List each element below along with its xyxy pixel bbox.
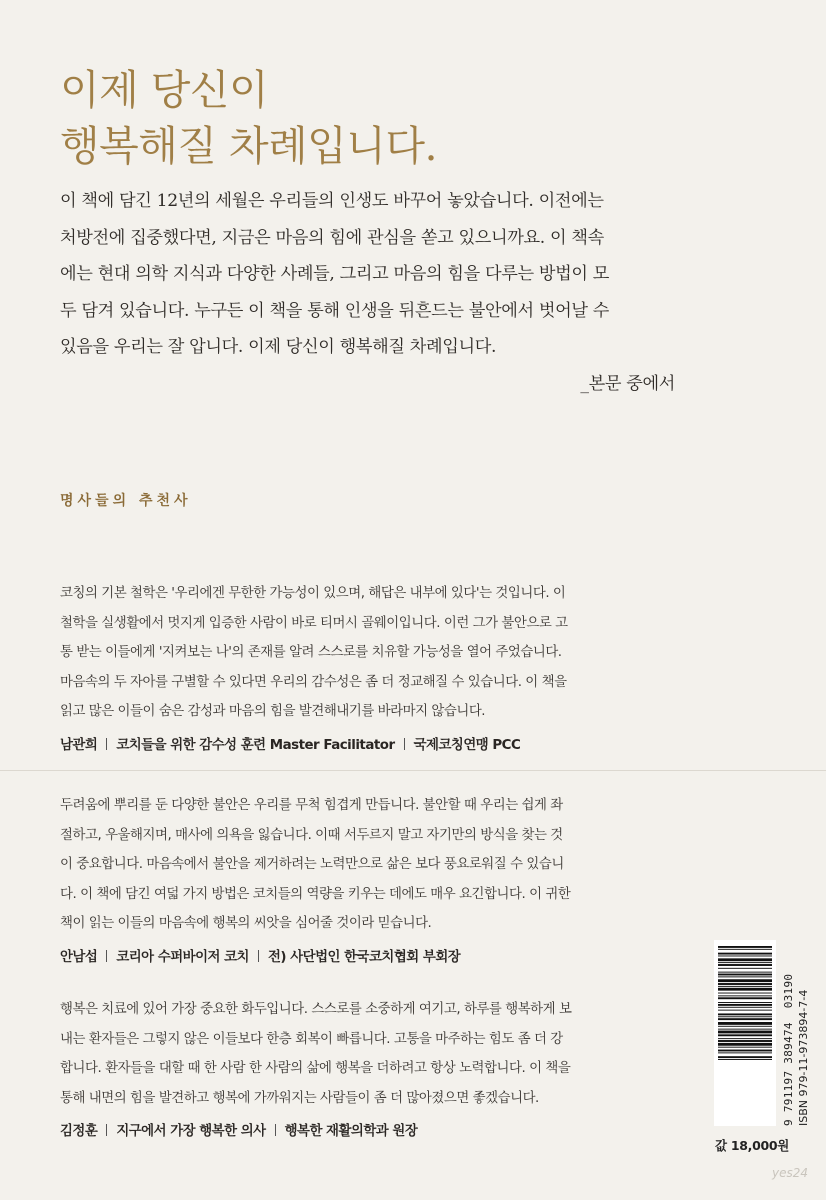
barcode-bar <box>718 946 772 948</box>
recommender-attribution <box>60 1117 660 1147</box>
barcode-bar <box>718 1010 772 1011</box>
barcode-bar <box>718 949 772 950</box>
recommender-role: 행복한 재활의학과 원장 <box>284 1124 418 1139</box>
barcode-bar <box>718 962 772 963</box>
barcode-bar <box>718 1018 772 1020</box>
barcode-bar <box>718 1016 772 1017</box>
barcode-bar <box>718 974 772 976</box>
recommendation <box>60 995 660 1147</box>
recommendation-line: 절하고, 우울해지며, 매사에 의욕을 잃습니다. 이때 서두르지 말고 자기만의 방식을 찾는 것 <box>60 827 563 843</box>
recommender-name: 안남섭 <box>60 949 98 965</box>
excerpt-line: 두 담겨 있습니다. 누구든 이 책을 통해 인생을 뒤흔드는 불안에서 벗어날 수 <box>60 300 609 321</box>
recommendation-line: 통 받는 이들에게 '지켜보는 나'의 존재를 알려 스스로를 치유할 가능성을 열어 주었습니다. <box>60 645 562 660</box>
recommendation <box>60 791 660 972</box>
separator <box>404 738 405 750</box>
recommendation-line: 두려움에 뿌리를 둔 다양한 불안은 우리를 무척 힘겹게 만듭니다. 불안할 때 우리는 쉽게 좌 <box>60 798 563 813</box>
recommendation-line: 코칭의 기본 철학은 '우리에겐 무한한 가능성이 있으며, 해답은 내부에 있다'는 것입니다. 이 <box>60 586 566 601</box>
excerpt-line: 이 책에 담긴 12년의 세월은 우리들의 인생도 바꾸어 놓았습니다. 이전에는 <box>60 191 604 211</box>
recommender-name: 남관희 <box>60 737 98 753</box>
barcode-bar <box>718 1002 772 1003</box>
barcode-bar <box>718 972 772 973</box>
barcode-bar <box>718 1007 772 1008</box>
barcode-bar <box>718 1056 772 1058</box>
recommender-role: 국제코칭연맹 PCC <box>413 737 521 753</box>
price-label: 값 18,000원 <box>715 1138 790 1153</box>
barcode-bar <box>718 1050 772 1052</box>
barcode-bar <box>718 988 772 991</box>
barcode-bar <box>718 1038 772 1039</box>
recommendation-line: 마음속의 두 자아를 구별할 수 있다면 우리의 감수성은 좀 더 정교해질 수 있습니다. 이 책을 <box>60 674 567 690</box>
recommender-role: 지구에서 가장 행복한 의사 <box>116 1124 266 1139</box>
barcode-bar <box>718 1029 772 1030</box>
recommendation-line: 읽고 많은 이들이 숨은 감성과 마음의 힘을 발견해내기를 바라마지 않습니다. <box>60 704 486 719</box>
excerpt <box>60 183 685 402</box>
excerpt-line: 있음을 우리는 잘 압니다. 이제 당신이 행복해질 차례입니다. <box>60 337 497 357</box>
barcode-bar <box>718 958 772 961</box>
barcode-bar <box>718 956 772 957</box>
barcode-bar <box>718 1043 772 1046</box>
barcode-bar <box>718 993 772 994</box>
isbn-number: ISBN 979-11-973894-7-4 <box>797 989 810 1126</box>
barcode-bar <box>718 979 772 982</box>
recommendation-line: 통해 내면의 힘을 발견하고 행복에 가까워지는 사람들이 좀 더 많아졌으면 좋겠습니다. <box>60 1090 539 1106</box>
recommendation-line: 다. 이 책에 담긴 여덟 가지 방법은 코치들의 역량을 키우는 데에도 매우 요긴합니다. 이 귀한 <box>60 886 571 902</box>
barcode-bar <box>718 968 772 969</box>
headline-line-1: 이제 당신이 <box>60 66 269 114</box>
headline-line-2: 행복해질 차례입니다. <box>60 122 438 170</box>
barcode-digits: 9 791197 389474 03190 <box>782 973 795 1126</box>
recommender-role: 전) 사단법인 한국코치협회 부회장 <box>268 949 461 965</box>
isbn-label <box>781 940 821 1126</box>
recommendations-heading: 명사들의 추천사 <box>60 493 192 509</box>
barcode-bar <box>718 1034 772 1036</box>
barcode-bar <box>718 1059 772 1060</box>
watermark: yes24 <box>772 1166 809 1180</box>
excerpt-line: 처방전에 집중했다면, 지금은 마음의 힘에 관심을 쏟고 있으니까요. 이 책속 <box>60 227 604 248</box>
excerpt-source: _본문 중에서 <box>580 373 675 394</box>
barcode-bar <box>718 995 772 996</box>
barcode-bars <box>714 940 776 1126</box>
recommendation-line: 철학을 실생활에서 멋지게 입증한 사람이 바로 티머시 골웨이입니다. 이런 그가 불안으로 고 <box>60 615 568 631</box>
separator <box>275 1124 276 1136</box>
recommendation-line: 행복은 치료에 있어 가장 중요한 화두입니다. 스스로를 소중하게 여기고, 하루를 행복하게 보 <box>60 1002 572 1017</box>
recommendation <box>60 579 660 760</box>
barcode-bar <box>718 953 772 955</box>
recommendation-line: 내는 환자들은 그렇지 않은 이들보다 한층 회복이 빠릅니다. 고통을 마주하는 힘도 좀 더 강 <box>60 1031 563 1047</box>
barcode-bar <box>718 986 772 987</box>
recommender-attribution <box>60 943 660 973</box>
barcode-bar <box>718 976 772 977</box>
cover-fold-line <box>0 770 826 771</box>
barcode <box>714 940 776 1126</box>
barcode-bar <box>718 964 772 966</box>
barcode-bar <box>718 1026 772 1027</box>
separator <box>106 1124 107 1136</box>
recommender-role: 코치들을 위한 감수성 훈련 Master Facilitator <box>116 737 395 753</box>
separator <box>106 950 107 962</box>
excerpt-line: 에는 현대 의학 지식과 다양한 사례들, 그리고 마음의 힘을 다루는 방법이 모 <box>60 264 609 284</box>
separator <box>258 950 259 962</box>
separator <box>106 738 107 750</box>
barcode-bar <box>718 1040 772 1042</box>
recommendation-line: 이 중요합니다. 마음속에서 불안을 제거하려는 노력만으로 삶은 보다 풍요로워질 수 있습니 <box>60 857 564 872</box>
recommender-attribution <box>60 731 660 761</box>
barcode-bar <box>718 997 772 999</box>
barcode-bar <box>718 1022 772 1025</box>
barcode-bar <box>718 1047 772 1048</box>
barcode-bar <box>718 1052 772 1053</box>
barcode-bar <box>718 983 772 985</box>
recommender-name: 김정훈 <box>60 1124 98 1139</box>
barcode-bar <box>718 1013 772 1015</box>
recommendation-line: 합니다. 환자들을 대할 때 한 사람 한 사람의 삶에 행복을 더하려고 항상 노력합니다. 이 책을 <box>60 1061 571 1076</box>
recommendation-line: 책이 읽는 이들의 마음속에 행복의 씨앗을 심어줄 것이라 믿습니다. <box>60 916 432 931</box>
barcode-bar <box>718 1031 772 1034</box>
headline <box>60 62 437 174</box>
barcode-bar <box>718 1004 772 1006</box>
recommender-role: 코리아 수퍼바이저 코치 <box>116 949 249 965</box>
